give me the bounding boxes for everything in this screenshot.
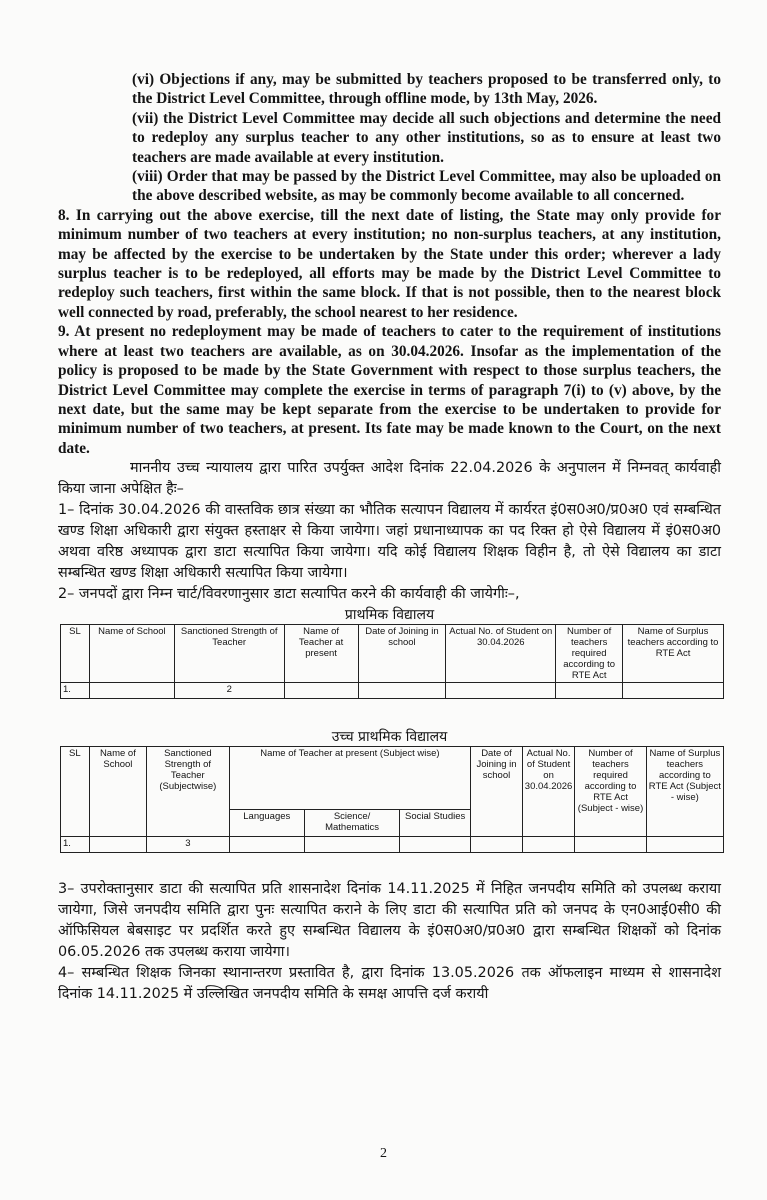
primary-school-table — [60, 624, 724, 699]
item-vii: (vii) the District Level Committee may decide all such objections and determine the need to redeploy any surplus teacher to any other institutions, so as to ensure at least two teachers are made available at every institution. — [132, 109, 721, 166]
cell-sanctioned: 2 — [174, 683, 284, 699]
cell — [358, 683, 446, 699]
cell-sanctioned: 3 — [147, 837, 229, 853]
cell — [89, 683, 174, 699]
header-surplus-teachers: Name of Surplus teachers according to RTE Act — [623, 625, 724, 683]
cell-sl: 1. — [61, 683, 90, 699]
table-row — [61, 683, 724, 699]
header-sl: SL — [61, 625, 90, 683]
header-sanctioned-strength: Sanctioned Strength of Teacher — [174, 625, 284, 683]
subheader-languages: Languages — [229, 810, 304, 837]
cell — [400, 837, 471, 853]
header-date-of-joining: Date of Joining in school — [358, 625, 446, 683]
cell — [522, 837, 575, 853]
header-surplus-teachers: Name of Surplus teachers according to RTE Act (Subject - wise) — [646, 747, 723, 837]
item-viii: (viii) Order that may be passed by the District Level Committee, may also be uploaded on the above described website, as may be commonly become available to all concerned. — [132, 168, 721, 205]
header-actual-students: Actual No. of Student on 30.04.2026 — [522, 747, 575, 837]
upper-primary-school-table — [60, 746, 724, 853]
table-row — [61, 837, 724, 853]
cell — [556, 683, 623, 699]
hindi-point-2: 2– जनपदों द्वारा निम्न चार्ट/विवरणानुसार डाटा सत्यापित करने की कार्यवाही की जायेगीः–, — [58, 586, 520, 603]
cell — [284, 683, 358, 699]
table-header-row — [61, 747, 724, 810]
cell — [446, 683, 556, 699]
header-name-of-school: Name of School — [89, 625, 174, 683]
header-date-of-joining: Date of Joining in school — [471, 747, 523, 837]
hindi-point-4: 4– सम्बन्धित शिक्षक जिनका स्थानान्तरण प्रस्तावित है, द्वारा दिनांक 13.05.2026 तक ऑफलाइन माध्यम से शासनादेश दिनांक 14.11.2025 में उल्लिखित जनपदीय समिति के समक्ष आपत्ति दर्ज करायी — [58, 965, 721, 1003]
hindi-point-3: 3– उपरोक्तानुसार डाटा की सत्यापित प्रति शासनादेश दिनांक 14.11.2025 में निहित जनपदीय समिति को उपलब्ध कराया जायेगा, जिसे जनपदीय समिति द्वारा पुनः सत्यापित कराने के लिए डाटा की सत्यापित प्रति को जनपद के एन0आई0सी0 की ऑफिसियल बेबसाइट पर प्रदर्शित करते हुए सम्बन्धित विद्यालय के इं0स0अ0/प्र0अ0 द्वारा सम्बन्धित शिक्षकों को दिनांक 06.05.2026 तक उपलब्ध कराया जायेगा। — [58, 881, 721, 961]
cell — [575, 837, 646, 853]
cell — [304, 837, 399, 853]
paragraph-8: 8. In carrying out the above exercise, till the next date of listing, the State may only provide for minimum number of two teachers at every institution; no non-surplus teachers, at any institution, may be affected by the exercise to be undertaken by the State under this order; wherever a lady surplus teacher is to be redeployed, all efforts may be made by the District Level Committee to redeploy such teachers, first within the same block. If that is not possible, then to the nearest block well connected by road, preferably, the school nearest to her residence. — [58, 206, 721, 321]
hindi-intro: माननीय उच्च न्यायालय द्वारा पारित उपर्युक्त आदेश दिनांक 22.04.2026 के अनुपालन में निम्नवत् कार्यवाही किया जाना अपेक्षित हैः– — [58, 460, 721, 498]
item-vi: (vi) Objections if any, may be submitted by teachers proposed to be transferred only, to the District Level Committee, through offline mode, by 13th May, 2026. — [132, 71, 721, 108]
cell-sl: 1. — [61, 837, 90, 853]
table-header-row — [61, 625, 724, 683]
header-teacher-at-present: Name of Teacher at present — [284, 625, 358, 683]
hindi-point-1: 1– दिनांक 30.04.2026 की वास्तविक छात्र संख्या का भौतिक सत्यापन विद्यालय में कार्यरत इं0स0अ0/प्र0अ0 एवं सम्बन्धित खण्ड शिक्षा अधिकारी द्वारा संयुक्त हस्ताक्षर से किया जायेगा। जहां प्रधानाध्यापक का पद रिक्त हो ऐसे विद्यालय में इं0स0अ0 अथवा वरिष्ठ अध्यापक द्वारा डाटा सत्यापित किया जायेगा। यदि कोई विद्यालय शिक्षक विहीन है, तो ऐसे विद्यालय का डाटा सम्बन्धित खण्ड शिक्षा अधिकारी सत्यापित किया जायेगा। — [58, 502, 721, 582]
subheader-science-mathematics: Science/ Mathematics — [304, 810, 399, 837]
header-actual-students: Actual No. of Student on 30.04.2026 — [446, 625, 556, 683]
cell — [229, 837, 304, 853]
paragraph-9: 9. At present no redeployment may be made of teachers to cater to the requirement of institutions where at least two teachers are available, as on 30.04.2026. Insofar as the implementation of the policy is proposed to be made by the State Government with respect to those surplus teachers, the District Level Committee may complete the exercise in terms of paragraph 7(i) to (v) above, by the next date, but the same may be kept separate from the exercise to be undertaken to provide for minimum number of two teachers, at present. Its fate may be made known to the Court, on the next date. — [58, 323, 721, 457]
cell — [623, 683, 724, 699]
header-name-of-school: Name of School — [89, 747, 146, 837]
cell — [646, 837, 723, 853]
page-number: 2 — [380, 1146, 387, 1161]
cell — [89, 837, 146, 853]
header-teacher-at-present: Name of Teacher at present (Subject wise) — [229, 747, 471, 810]
header-teachers-required: Number of teachers required according to RTE Act — [556, 625, 623, 683]
primary-table-title: प्राथमिक विद्यालय — [344, 607, 435, 624]
subheader-social-studies: Social Studies — [400, 810, 471, 837]
header-teachers-required: Number of teachers required according to RTE Act (Subject - wise) — [575, 747, 646, 837]
cell — [471, 837, 523, 853]
header-sanctioned-strength: Sanctioned Strength of Teacher (Subjectwise) — [147, 747, 229, 837]
upper-primary-table-title: उच्च प्राथमिक विद्यालय — [331, 729, 448, 746]
header-sl: SL — [61, 747, 90, 837]
